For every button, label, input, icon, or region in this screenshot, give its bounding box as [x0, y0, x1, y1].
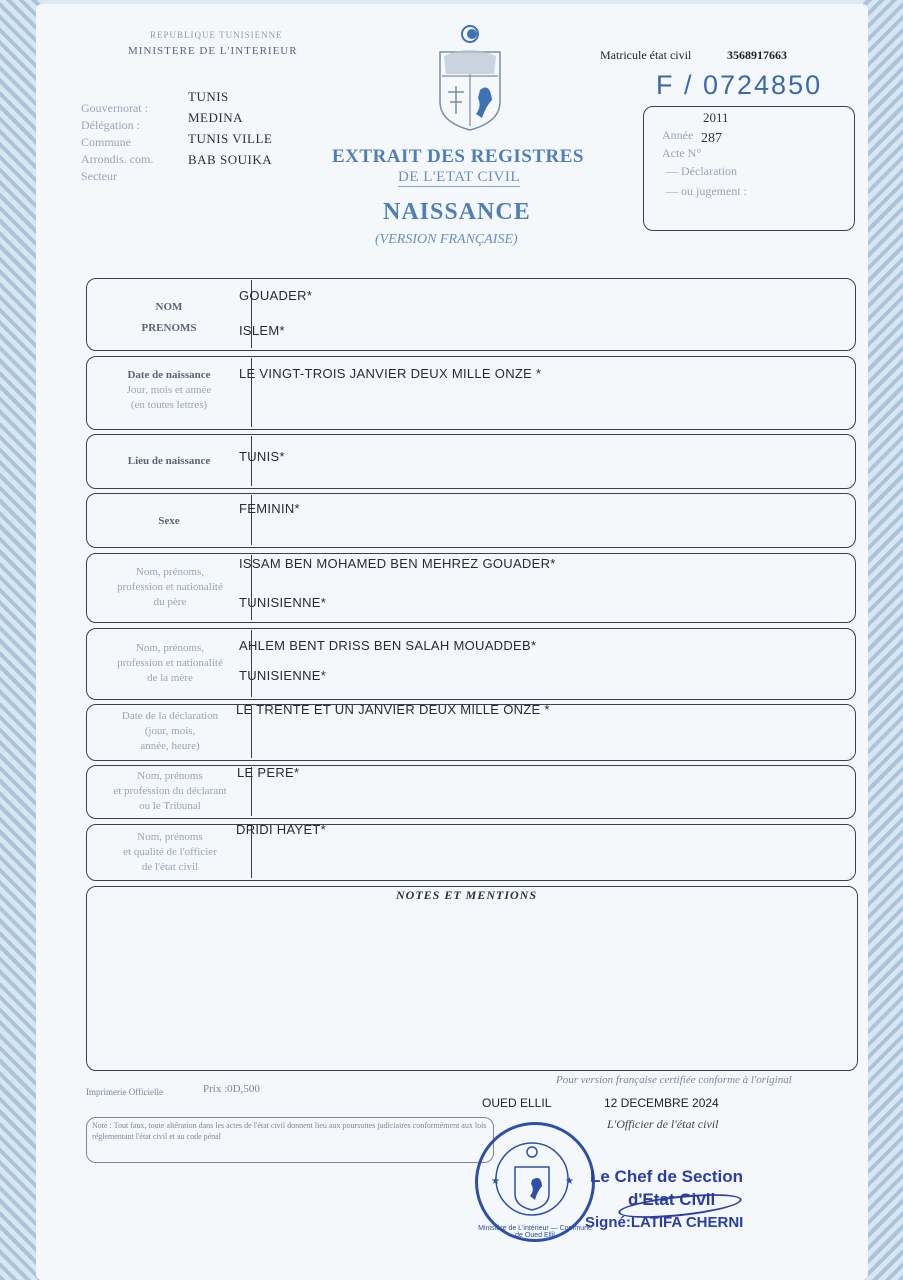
year-label: Année	[662, 128, 694, 142]
father-name-value: ISSAM BEN MOHAMED BEN MEHREZ GOUADER*	[239, 556, 556, 571]
ministry-label: MINISTERE DE L'INTERIEUR	[128, 45, 298, 57]
legal-note-text: Note : Tout faux, toute altération dans les actes de l'état civil donnent lieu aux poursuites judiciaires conformément aux lois réglementant l'état civil et au code pénal	[92, 1121, 487, 1141]
officer-value: DRIDI HAYET*	[236, 822, 327, 837]
birth-place-label: Lieu de naissance	[127, 455, 211, 467]
mother-label: Nom, prénoms, profession et nationalité de la mère	[117, 642, 223, 684]
form-number: F / 0724850	[656, 70, 823, 100]
sex-value: FEMININ*	[239, 501, 300, 516]
issue-date: 12 DECEMBRE 2024	[604, 1096, 719, 1110]
officer-title: L'Officier de l'état civil	[607, 1117, 719, 1131]
price-label: Prix :0D,500	[203, 1083, 260, 1095]
surname-value: GOUADER*	[239, 288, 313, 303]
location-label: Commune	[81, 135, 131, 149]
republic-label: REPUBLIQUE TUNISIENNE	[150, 30, 283, 40]
location-value: TUNIS VILLE	[188, 131, 273, 146]
matricule-label: Matricule état civil	[600, 48, 692, 62]
location-label: Secteur	[81, 169, 117, 183]
row-name-label: NOM PRENOMS	[141, 301, 197, 334]
notes-mentions-title: NOTES ET MENTIONS	[396, 888, 538, 902]
declarant-value: LE PERE*	[237, 765, 300, 780]
declaration-date-value: LE TRENTE ET UN JANVIER DEUX MILLE ONZE *	[236, 702, 550, 717]
mother-name-value: AHLEM BENT DRISS BEN SALAH MOUADDEB*	[239, 638, 537, 653]
declaration-label: — Déclaration	[666, 164, 737, 178]
birth-date-label: Date de naissance Jour, mois et année (en toutes lettres)	[126, 369, 212, 411]
act-number-label: Acte N°	[662, 146, 702, 160]
first-name-value: ISLEM*	[239, 323, 285, 338]
stamp-text: Ministère de L'intérieur — Commune de Oued Ellil	[478, 1225, 592, 1239]
printer-label: Imprimerie Officielle	[86, 1087, 164, 1097]
judgement-label: — ou jugement :	[666, 184, 747, 198]
father-nationality-value: TUNISIENNE*	[239, 595, 327, 610]
official-stamp	[475, 1122, 595, 1242]
location-labels	[81, 100, 153, 185]
signature-line1: Le Chef de Section	[590, 1167, 744, 1186]
location-value: MEDINA	[188, 110, 243, 125]
certified-conform-label: Pour version française certifiée conforme à l'original	[556, 1074, 792, 1086]
signatory-name: Signé:LATIFA CHERNI	[585, 1214, 744, 1231]
document-type-title: NAISSANCE	[383, 199, 531, 225]
version-subtitle: (VERSION FRANÇAISE)	[375, 232, 518, 247]
location-label: Délégation :	[81, 118, 140, 132]
mother-nationality-value: TUNISIENNE*	[239, 668, 327, 683]
sex-label: Sexe	[158, 515, 180, 527]
location-value: TUNIS	[188, 89, 229, 104]
location-label: Gouvernorat :	[81, 101, 148, 115]
officer-label: Nom, prénoms et qualité de l'officier de l'état civil	[123, 831, 217, 873]
declaration-date-label: Date de la déclaration (jour, mois, année, heure)	[121, 710, 219, 752]
title-line2: DE L'ETAT CIVIL	[398, 169, 521, 185]
coat-of-arms-emblem	[434, 22, 506, 134]
title-line1: EXTRAIT DES REGISTRES	[332, 146, 584, 167]
matricule-value: 3568917663	[727, 48, 787, 62]
notes-mentions-box	[86, 886, 858, 1071]
father-label: Nom, prénoms, profession et nationalité du père	[117, 566, 223, 608]
signature-line2: d'Etat Civil	[628, 1190, 716, 1209]
birth-place-value: TUNIS*	[239, 449, 285, 464]
birth-date-value: LE VINGT-TROIS JANVIER DEUX MILLE ONZE *	[239, 366, 542, 381]
year-value: 2011	[703, 110, 729, 125]
act-number-value: 287	[701, 131, 722, 146]
location-label: Arrondis. com.	[81, 152, 154, 166]
svg-text:★: ★	[491, 1176, 500, 1187]
location-values	[188, 86, 272, 170]
declarant-label: Nom, prénoms et profession du déclarant ou le Tribunal	[113, 770, 227, 812]
svg-text:★: ★	[565, 1176, 574, 1187]
location-value: BAB SOUIKA	[188, 152, 273, 167]
security-border-right	[863, 0, 903, 1280]
issue-place: OUED ELLIL	[482, 1096, 552, 1110]
